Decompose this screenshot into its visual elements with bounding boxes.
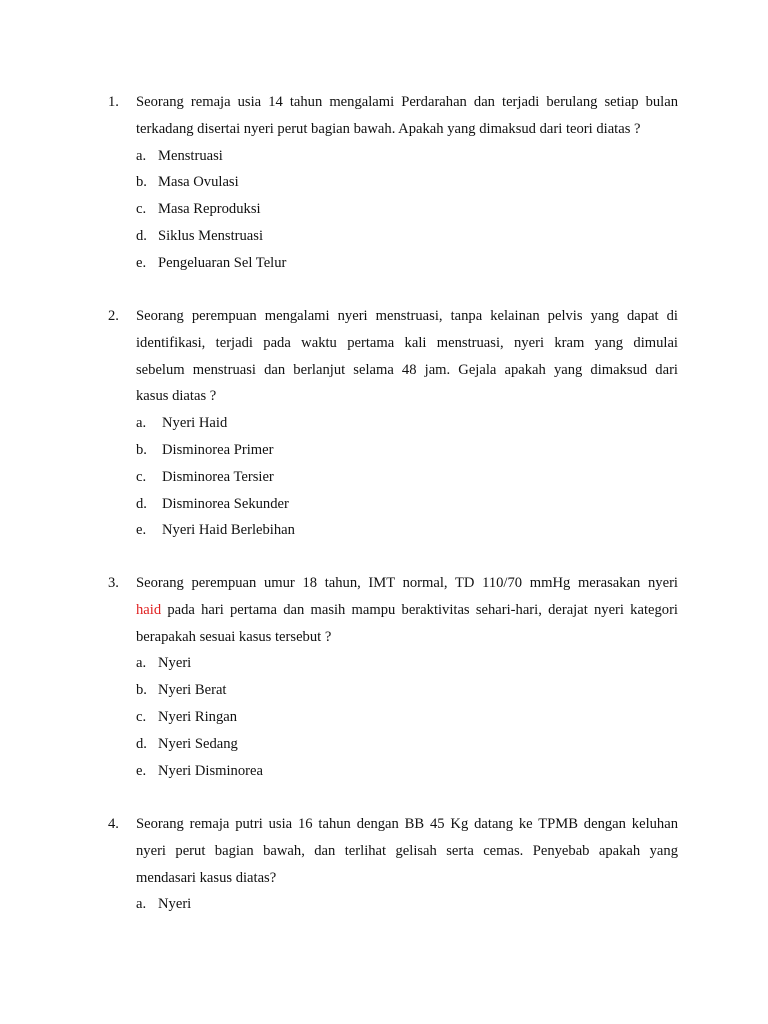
- question-number: 4.: [108, 816, 119, 832]
- answer-option-d: [136, 491, 678, 518]
- answer-option-e: [136, 517, 678, 544]
- option-letter: c.: [136, 201, 147, 218]
- option-text: Nyeri Haid Berlebihan: [162, 522, 295, 539]
- option-text: Nyeri Ringan: [158, 708, 238, 725]
- question-4: [108, 811, 678, 918]
- question-number: 1.: [108, 94, 119, 110]
- option-text: Nyeri: [158, 896, 192, 913]
- question-text: [136, 811, 678, 891]
- answer-options: [136, 891, 678, 918]
- option-letter: a.: [136, 655, 147, 672]
- answer-option-a: [136, 650, 678, 677]
- option-text: Pengeluaran Sel Telur: [158, 254, 287, 271]
- answer-option-c: [136, 464, 678, 491]
- answer-option-c: [136, 196, 678, 223]
- option-text: Masa Ovulasi: [158, 174, 239, 191]
- question-line: Seorang remaja putri usia 16 tahun dengan BB 45 Kg datang ke TPMB dengan keluhan: [136, 816, 678, 832]
- question-line: Seorang perempuan mengalami nyeri menstruasi, tanpa kelainan pelvis yang dapat di: [136, 308, 678, 324]
- highlighted-word: haid: [136, 601, 162, 618]
- option-text: Nyeri Sedang: [158, 735, 238, 752]
- option-text: Siklus Menstruasi: [158, 227, 263, 244]
- option-letter: b.: [136, 682, 147, 699]
- answer-option-d: [136, 223, 678, 250]
- answer-options: [136, 143, 678, 277]
- answer-option-e: [136, 250, 678, 277]
- question-line-rest: pada hari pertama dan masih mampu beraktivitas sehari-hari, derajat nyeri kategori: [161, 601, 678, 618]
- question-2: [108, 303, 678, 544]
- option-letter: c.: [136, 708, 147, 725]
- answer-options: [136, 410, 678, 544]
- question-text: [136, 89, 678, 143]
- question-line: mendasari kasus diatas?: [136, 869, 277, 886]
- option-letter: d.: [136, 735, 147, 752]
- question-text: [136, 303, 678, 410]
- answer-option-b: [136, 169, 678, 196]
- question-line: nyeri perut bagian bawah, dan terlihat gelisah serta cemas. Penyebab apakah yang: [136, 842, 678, 859]
- option-text: Disminorea Tersier: [162, 468, 274, 485]
- question-text: [136, 570, 678, 650]
- answer-options: [136, 650, 678, 784]
- option-letter: a.: [136, 147, 147, 164]
- option-letter: e.: [136, 762, 147, 779]
- question-number: 2.: [108, 308, 119, 324]
- option-letter: b.: [136, 441, 147, 458]
- question-line: berapakah sesuai kasus tersebut ?: [136, 628, 332, 645]
- option-text: Disminorea Primer: [162, 441, 274, 458]
- option-letter: d.: [136, 227, 147, 244]
- option-letter: c.: [136, 468, 147, 485]
- question-line: terkadang disertai nyeri perut bagian bawah. Apakah yang dimaksud dari teori diatas ?: [136, 120, 641, 137]
- question-line: [136, 597, 678, 624]
- answer-option-e: [136, 758, 678, 785]
- option-letter: d.: [136, 495, 147, 512]
- answer-option-c: [136, 704, 678, 731]
- question-line: sebelum menstruasi dan berlanjut selama 48 jam. Gejala apakah yang dimaksud dari: [136, 361, 678, 378]
- answer-option-b: [136, 437, 678, 464]
- option-letter: a.: [136, 415, 147, 432]
- option-letter: e.: [136, 522, 147, 539]
- question-line: Seorang perempuan umur 18 tahun, IMT normal, TD 110/70 mmHg merasakan nyeri: [136, 575, 678, 591]
- question-line: identifikasi, terjadi pada waktu pertama kali menstruasi, nyeri kram yang dimulai: [136, 334, 678, 351]
- option-text: Nyeri: [158, 655, 192, 672]
- question-number: 3.: [108, 575, 119, 591]
- question-3: [108, 570, 678, 784]
- answer-option-a: [136, 410, 678, 437]
- option-text: Disminorea Sekunder: [162, 495, 289, 512]
- option-letter: a.: [136, 896, 147, 913]
- answer-option-a: [136, 143, 678, 170]
- option-text: Nyeri Disminorea: [158, 762, 263, 779]
- option-letter: b.: [136, 174, 147, 191]
- answer-option-d: [136, 731, 678, 758]
- question-line: Seorang remaja usia 14 tahun mengalami Perdarahan dan terjadi berulang setiap bulan: [136, 94, 678, 110]
- answer-option-a: [136, 891, 678, 918]
- question-1: [108, 89, 678, 277]
- answer-option-b: [136, 677, 678, 704]
- question-line: kasus diatas ?: [136, 388, 217, 405]
- option-text: Masa Reproduksi: [158, 201, 261, 218]
- option-text: Nyeri Haid: [162, 415, 228, 432]
- option-text: Nyeri Berat: [158, 682, 227, 699]
- option-text: Menstruasi: [158, 147, 223, 164]
- option-letter: e.: [136, 254, 147, 271]
